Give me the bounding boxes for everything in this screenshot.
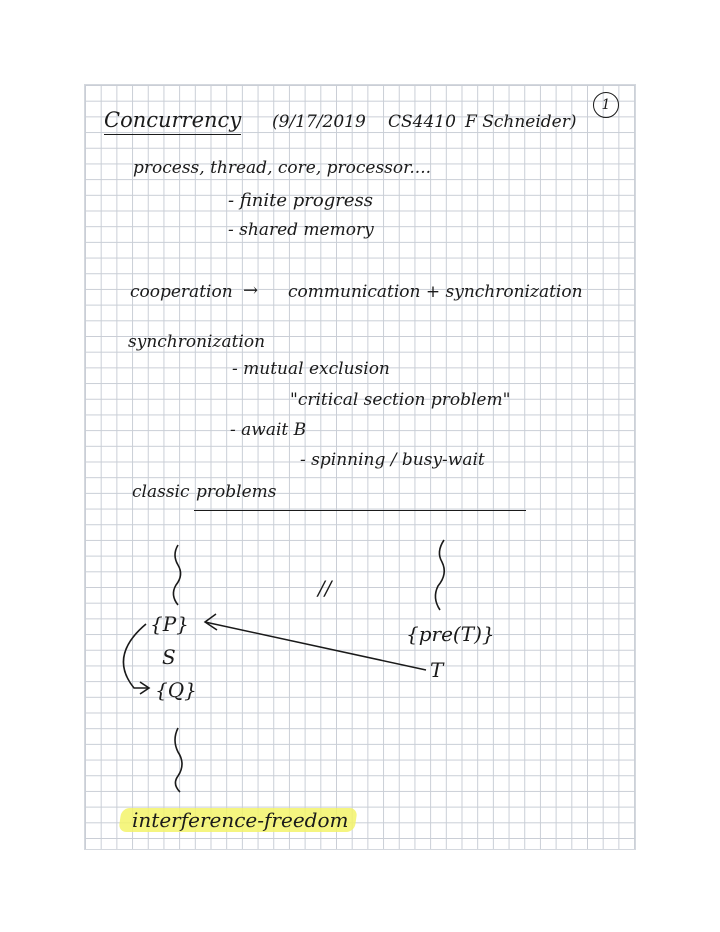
note-shared-memory: - shared memory [228,220,374,240]
implies-arrow: → [243,280,259,301]
lecture-date: (9/17/2019 [272,112,366,132]
note-synchronization: synchronization [128,332,266,352]
note-cooperation: cooperation [130,282,233,302]
statement-t: T [430,658,444,682]
note-communication-synchronization: communication + synchronization [288,282,583,302]
parallel-symbol: // [318,576,332,600]
precondition-pre-t: {pre(T)} [406,622,495,646]
note-await: - await B [230,420,307,440]
note-critical-section: "critical section problem" [290,390,511,410]
note-mutual-exclusion: - mutual exclusion [232,359,390,379]
postcondition-q: {Q} [155,678,197,702]
note-spinning: - spinning / busy-wait [300,450,485,470]
note-classic: classic [132,482,190,502]
section-underline [194,510,526,511]
statement-s: S [162,645,176,669]
page-title: Concurrency [104,110,241,135]
note-interference-freedom: interference-freedom [132,808,349,832]
author-name: F Schneider) [465,112,577,132]
note-finite-progress: - finite progress [228,190,373,211]
note-problems: problems [196,482,277,502]
page-number-circle: 1 [593,92,619,118]
precondition-p: {P} [150,612,189,636]
note-processes: process, thread, core, processor.... [133,158,432,178]
course-code: CS4410 [388,112,456,132]
